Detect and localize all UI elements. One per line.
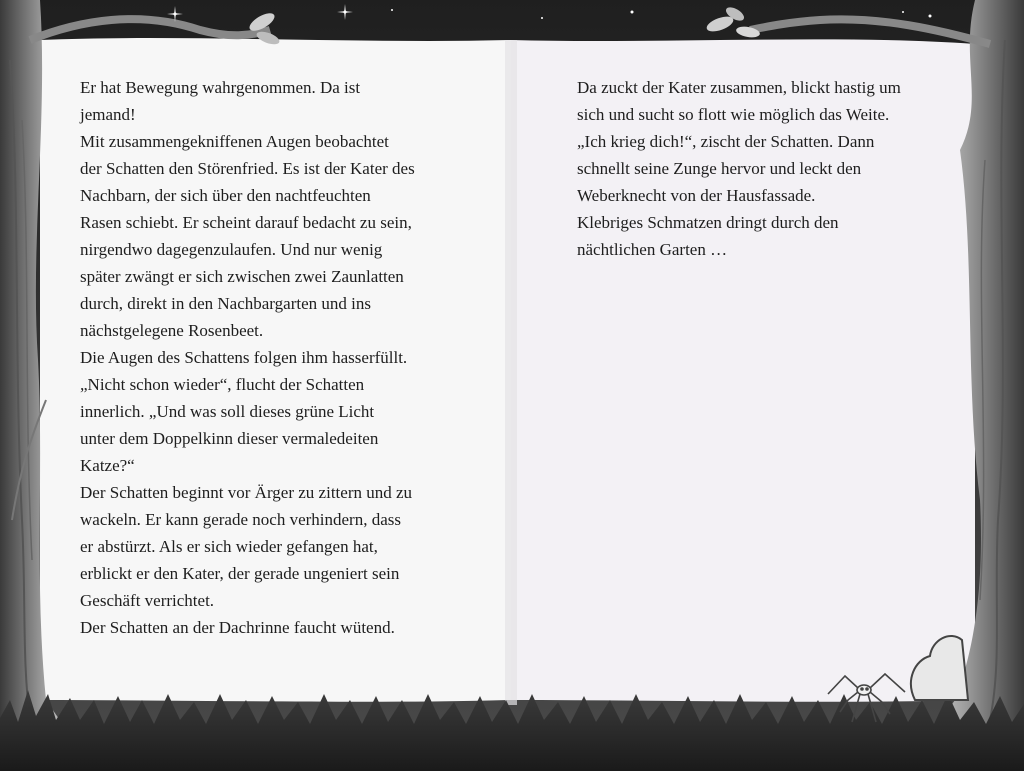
text-line: Geschäft verrichtet. (80, 591, 215, 610)
text-line: Da zuckt der Kater zusammen, blickt hastig um (577, 78, 901, 97)
text-line: schnellt seine Zunge hervor und leckt den (577, 159, 862, 178)
text-line: unter dem Doppelkinn dieser vermaledeiten (80, 429, 379, 448)
text-line: Katze?“ (80, 456, 135, 475)
text-line: „Ich krieg dich!“, zischt der Schatten. Dann (577, 132, 875, 151)
text-line: Er hat Bewegung wahrgenommen. Da ist (80, 78, 361, 97)
text-line: jemand! (80, 105, 136, 124)
text-line: „Nicht schon wieder“, flucht der Schatten (80, 375, 365, 394)
text-line: durch, direkt in den Nachbargarten und ins (80, 294, 371, 313)
text-line: Die Augen des Schattens folgen ihm hasserfüllt. (80, 348, 408, 367)
text-line: Weberknecht von der Hausfassade. (577, 186, 816, 205)
text-line: nächtlichen Garten … (577, 240, 728, 259)
text-line: Der Schatten an der Dachrinne faucht wütend. (80, 618, 395, 637)
text-line: er abstürzt. Als er sich wieder gefangen hat, (80, 537, 378, 556)
text-line: Der Schatten beginnt vor Ärger zu zittern und zu (80, 483, 413, 502)
text-line: erblickt er den Kater, der gerade ungeniert sein (80, 564, 400, 583)
text-line: Nachbarn, der sich über den nachtfeuchten (80, 186, 371, 205)
left-page-text (80, 74, 460, 641)
right-page-text (577, 74, 947, 263)
text-line: Mit zusammengekniffenen Augen beobachtet (80, 132, 389, 151)
text-line: Klebriges Schmatzen dringt durch den (577, 213, 839, 232)
text-line: der Schatten den Störenfried. Es ist der Kater des (80, 159, 415, 178)
text-line: nirgendwo dagegenzulaufen. Und nur wenig (80, 240, 383, 259)
text-line: später zwängt er sich zwischen zwei Zaunlatten (80, 267, 404, 286)
text-line: wackeln. Er kann gerade noch verhindern, dass (80, 510, 401, 529)
text-line: sich und sucht so flott wie möglich das Weite. (577, 105, 890, 124)
page-gutter (505, 40, 517, 705)
text-line: Rasen schiebt. Er scheint darauf bedacht zu sein, (80, 213, 412, 232)
text-line: nächstgelegene Rosenbeet. (80, 321, 264, 340)
text-line: innerlich. „Und was soll dieses grüne Licht (80, 402, 375, 421)
